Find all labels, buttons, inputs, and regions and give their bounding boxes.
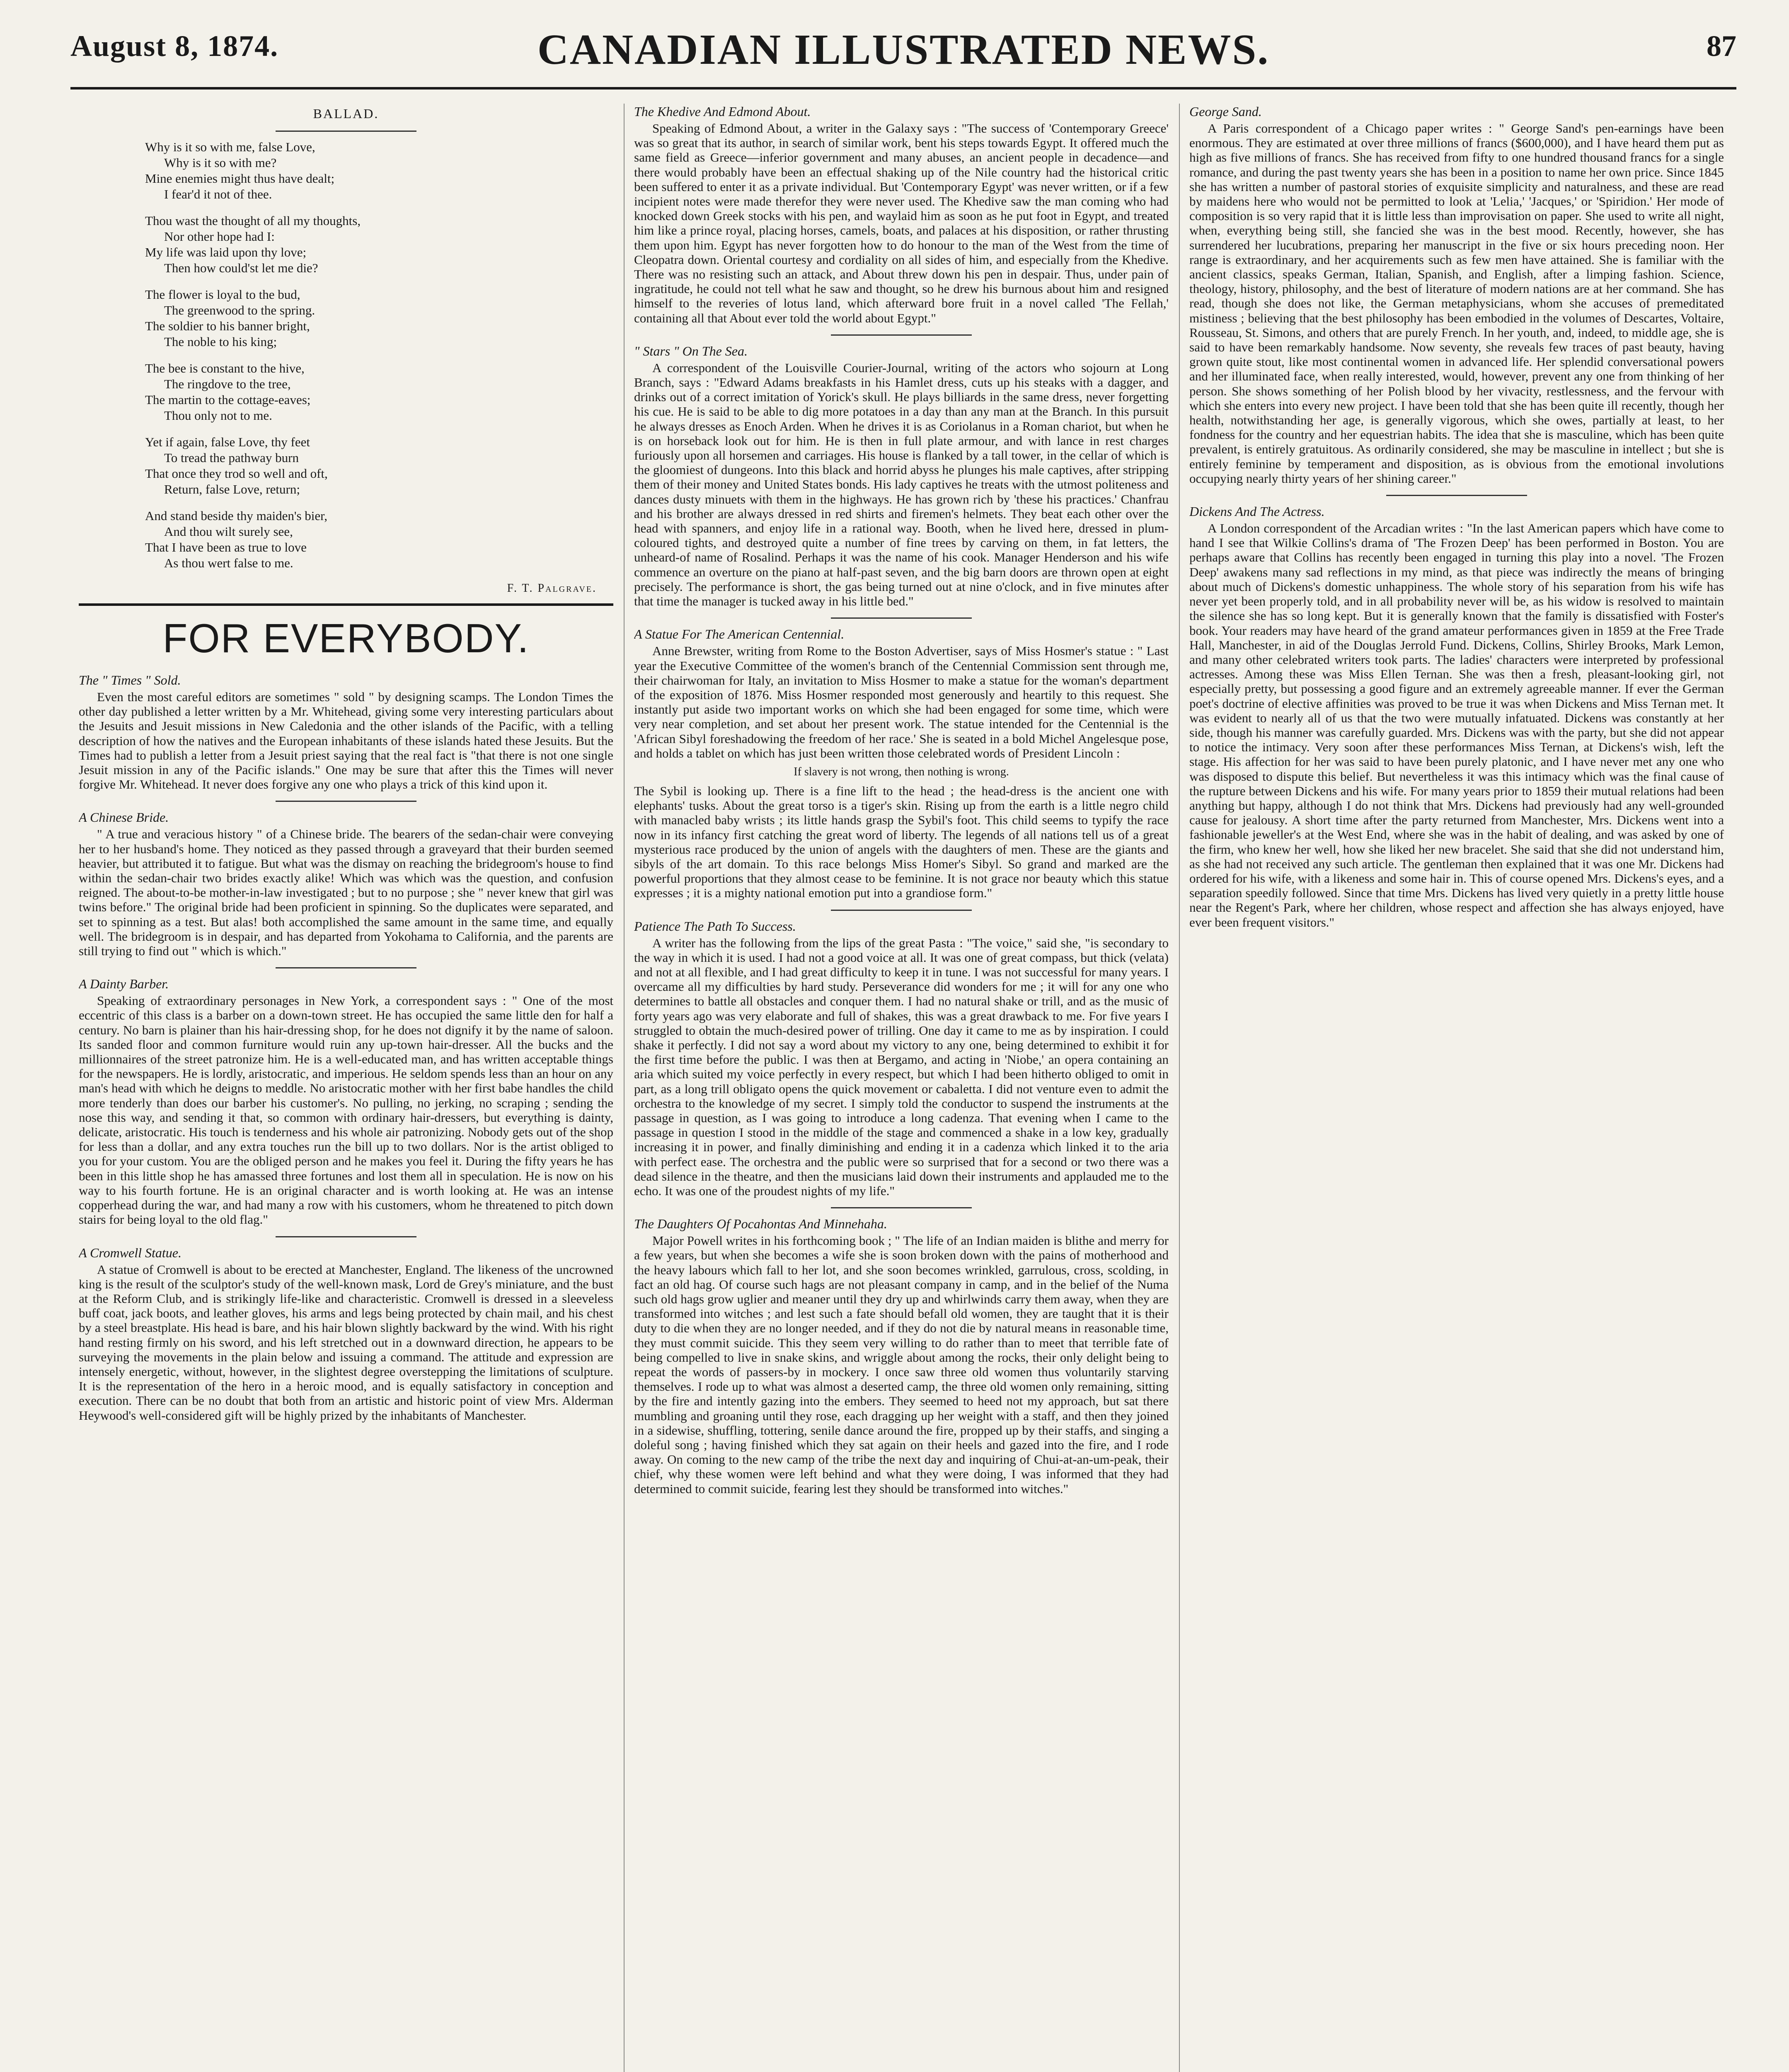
verse-line: Thou only not to me.	[164, 408, 272, 423]
verse-line: The ringdove to the tree,	[164, 377, 291, 391]
article-body: Speaking of extraordinary personages in New York, a correspondent says : " One of the most eccentric of this class is a barber on a down-town street. He has occupied the same little den for half a century. No barn is plainer than his hair-dressing shop, for he does not dignify it by the name of saloon. Its sanded floor and common furniture would ruin any up-town hair-dresser. All the bucks and the millionnaires of the street patronize him. He is a well-educated man, and has written acceptable things for the newspapers. He is lordly, aristocratic, and imperious. He seldom spends less than an hour on any man's head with which he deigns to meddle. No aristocratic mother with her first babe handles the child more tenderly than does our barber his customer's. No pulling, no jerking, no scraping ; sending the nose this way, and sending it that, so common with ordinary hair-dressers, but everything is dainty, delicate, aristocratic. His touch is tenderness and his whole air patronizing. Nobody gets out of the shop for less than a dollar, and any extra touches run the bill up to two dollars. Nor is the artist obliged to you for your custom. You are the obliged person and he makes you feel it. During the fifty years he has been in this little shop he has amassed three fortunes and lost them all in speculation. He is now on his way to his fourth fortune. He is an original character and is worth looking at. He was an intense copperhead during the war, and had many a row with his customers, whom he threatened to pitch down stairs for being loyal to the old flag."	[79, 993, 613, 1227]
article-body: The Sybil is looking up. There is a fine lift to the head ; the head-dress is the ancient one with elephants' tusks. About the great torso is a tiger's skin. Rising up from the earth is a little negro child with manacled baby wrists ; its little hands grasp the Sybil's foot. This child seems to typify the race now in its infancy first catching the great word of liberty. The legends of all nations tell us of a great mysterious race produced by the union of angels with the daughters of men. These are the giants and sibyls of the art domain. To this race belongs Miss Homer's Sibyl. So grand and marked are the powerful proportions that they almost cease to be feminine. It is not grace nor beauty which this statue expresses ; it is a mighty national emotion put into a grandiose form."	[634, 783, 1169, 900]
short-rule	[276, 967, 416, 968]
verse-line: The flower is loyal to the bud,	[145, 287, 300, 302]
verse-line: The greenwood to the spring.	[164, 303, 315, 317]
newspaper-title: CANADIAN ILLUSTRATED NEWS.	[537, 26, 1270, 73]
verse-line: Thou wast the thought of all my thoughts,	[145, 213, 361, 228]
article-body: A Paris correspondent of a Chicago paper writes : " George Sand's pen-earnings have been enormous. They are estimated at over three millions of francs ($600,000), and I have heard them put as high as five millions of francs. She has received from fifty to one hundred thousand francs for a single romance, and during the past twenty years she has been in a position to name her own price. Since 1845 she has written a number of pastoral stories of exquisite simplicity and naturalness, and these are read by maidens here who would not be permitted to look at 'Lelia,' 'Jacques,' or 'Spiridion.' Her mode of composition is so very rapid that it is little less than improvisation on paper. She used to write all night, when, everything being still, she fancied she was in the best mood. Recently, however, she has surrendered her lucubrations, preparing her manuscript in the five or six hours preceding noon. Her range is extraordinary, and her acquirements such as few men have attained. She is familiar with the ancient classics, speaks German, Italian, Spanish, and English, after a limping fashion. Science, theology, history, philosophy, and the best of literature of modern nations are at her command. She has read, though she does not like, the German metaphysicians, whom she accuses of premeditated mistiness ; believing that the best philosophy has been embodied in the volumes of Descartes, Voltaire, Rousseau, St. Simons, and others that are purely French. In her youth, and, indeed, to middle age, she is said to have been remarkably handsome. Now seventy, she reveals few traces of past beauty, having grown quite stout, like most continental women in advanced life. Her splendid conversational powers and her illuminated face, when really interested, would, however, prevent any one from thinking of her person. She shows something of her Polish blood by her vivacity, restlessness, and the fervour with which she enters into every new project. I have been told that she has been quite ill recently, though her health, notwithstanding her age, is generally vigorous, which she owes, partially at least, to her fondness for the country and her equestrian habits. The idea that she is masculine, which has been quite prevalent, is entirely gratuitous. As ordinarily considered, she may be masculine in intellect ; but she is entirely feminine by temperament and disposition, as is obvious from the emotional involutions occupying nearly thirty years of her shining career."	[1189, 121, 1724, 486]
short-rule	[276, 801, 416, 802]
verse-line: And thou wilt surely see,	[164, 524, 293, 539]
column-divider	[624, 104, 625, 2072]
article-heading: Dickens And The Actress.	[1189, 504, 1325, 519]
stanza	[145, 213, 613, 276]
article-body: Speaking of Edmond About, a writer in the Galaxy says : "The success of 'Contemporary Greece' was so great that its author, in search of similar work, bent his steps towards Egypt. It offered much the same field as Greece—inferior government and many abuses, an ancient people in decadence—and there would probably have been an effectual shaking up of the Nile country had the historical critic been suffered to enter it as a private individual. But 'Contemporary Egypt' was never written, or if a few incipient notes were made therefor they were never used. The Khedive saw the man coming who had knocked down Greek stocks with his pen, and waylaid him as soon as he put foot in Egypt, and treated him like a prince royal, placing horses, camels, boats, and palaces at his disposition, or rather thrusting them upon him. Egypt has never forgotten how to do honour to the man of the West from the time of Cleopatra down. Oriental courtesy and cordiality on all sides of him, and especially from the Khedive. There was no resisting such an attack, and About threw down his pen in despair. Thus, under pain of ingratitude, he could not tell what he saw and thought, so he drew his burnous about him and resigned himself to the reveries of lotus land, which afterward bore fruit in a novel called 'The Fellah,' containing all that About ever told the world about Egypt."	[634, 121, 1169, 325]
article-heading: A Cromwell Statue.	[79, 1245, 182, 1260]
verse-line: The bee is constant to the hive,	[145, 361, 305, 375]
verse-line: Nor other hope had I:	[164, 229, 275, 244]
article-body: A London correspondent of the Arcadian writes : "In the last American papers which have come to hand I see that Wilkie Collins's drama of 'The Frozen Deep' has been performed in Boston. You are perhaps aware that Collins has recently been engaged in turning this play into a novel. 'The Frozen Deep' awakens many sad reflections in my mind, as that piece was indirectly the means of bringing about much of Dickens's domestic unhappiness. The whole story of his separation from his wife has never yet been properly told, and in all probability never will be, as his widow is resolved to maintain the silence she has so long kept. But it is generally known that the family is dissatisfied with Foster's book. Your readers may have heard of the grand amateur performances given in 1859 at the Free Trade Hall, Manchester, in aid of the Douglas Jerrold Fund. Dickens, Collins, Shirley Brooks, Mark Lemon, and many other celebrated writers took parts. The ladies' characters were interpreted by professional actresses. Among these was Miss Ellen Ternan. She was then a fresh, pleasant-looking girl, not especially pretty, but possessing a good figure and an extremely agreeable manner. If ever the German poet's doctrine of elective affinities was proved to be true it was when Dickens and Miss Ternan met. It was evident to nearly all of us that the two were mutually infatuated. Dickens was constantly at her side, though his manner was carefully guarded. Mrs. Dickens was with the party, but she did not appear to notice the intimacy. Very soon after these performances Miss Ternan, at Dickens's wish, left the stage. His affection for her was said to have been purely platonic, and I have never met any one who was disposed to dispute this belief. But nevertheless it was this intimacy which was the final cause of the rupture between Dickens and his wife. For many years prior to 1859 their mutual relations had been anything but happy, although I do not think that Mrs. Dickens had previously had any well-grounded cause for jealousy. A short time after the party returned from Manchester, Mrs. Dickens went into a fashionable jeweller's at the West End, where she was in the habit of dealing, and was asked by one of the firm, who knew her well, how she liked her new bracelet. She said that she did not understand him, as she had not received any such article. The gentleman then explained that it was one Mr. Dickens had ordered for his wife, with a likeness and some hair in. This of course opened Mrs. Dickens's eyes, and a separation speedily followed. Since that time Mrs. Dickens has lived very quietly in a pretty little house near the Regent's Park, where her children, whose respect and affection she has always enjoyed, have ever been frequent visitors."	[1189, 521, 1724, 929]
article-body: A writer has the following from the lips of the great Pasta : "The voice," said she, "is secondary to the way in which it is used. I had not a good voice at all. It was one of great compass, but thick (velata) and not at all flexible, and I had great difficulty to keep it in tune. I was not successful for many years. I overcame all my difficulties by hard study. Perseverance did wonders for me ; it will for any one who determines to battle all obstacles and conquer them. I had no natural shake or trill, and as the music of forty years ago was very elaborate and full of shakes, this was a great drawback to me. For five years I struggled to obtain the much-desired power of trilling. One day it came to me as by inspiration. I could shake it perfectly. I did not say a word about my victory to any one, being determined to exhibit it for the first time before the public. I was then at Bergamo, and acting in 'Niobe,' an opera containing an aria which suited my voice perfectly in every respect, but which I had been hitherto obliged to omit in part, as a long trill obligato opens the quick movement or cabaletta. I did not venture even to admit the orchestra to the knowledge of my secret. I simply told the conductor to suspend the instruments at the passage in question, as I was going to introduce a long cadenza. That evening when I came to the passage in question I stood in the middle of the stage and commenced a shake in a low key, gradually increasing it in power, and finally diminishing and ending it in a cadenza which linked it to the aria with perfect ease. The orchestra and the public were so surprised that for a second or two there was a dead silence in the theatre, and then the musicians laid down their instruments and applauded me to the echo. It was one of the proudest nights of my life."	[634, 935, 1169, 1198]
issue-date: August 8, 1874.	[70, 29, 279, 63]
article-heading: The Daughters Of Pocahontas And Minnehaha.	[634, 1216, 887, 1232]
article-heading: A Chinese Bride.	[79, 810, 169, 825]
ballad-poem	[79, 139, 613, 571]
verse-line: Mine enemies might thus have dealt;	[145, 171, 335, 186]
verse-line: That once they trod so well and oft,	[145, 466, 328, 481]
verse-line: Then how could'st let me die?	[164, 261, 318, 275]
column-1	[79, 104, 613, 2072]
section-title: FOR EVERYBODY.	[162, 615, 530, 661]
verse-line: The martin to the cottage-eaves;	[145, 392, 311, 407]
article-heading: The " Times " Sold.	[79, 673, 181, 687]
verse-line: Return, false Love, return;	[164, 482, 300, 496]
verse-line: The noble to his king;	[164, 334, 277, 349]
article-heading: The Khedive And Edmond About.	[634, 104, 811, 119]
article-body: Even the most careful editors are sometimes " sold " by designing scamps. The London Times the other day published a letter written by a Mr. Whitehead, giving some very interesting particulars about the Jesuits and Jesuit missions in New Caledonia and the other islands of the Pacific, with a telling description of how the natives and the European inhabitants of these islands hated these Jesuits. But the Times had to publish a letter from a Jesuit priest saying that the real fact is "that there is not one single Jesuit mission in any of the Pacific islands." One may be sure that after this the Times will never forgive Mr. Whitehead. It never does forgive any one who plays a trick of this kind upon it.	[79, 690, 613, 792]
masthead	[70, 25, 1736, 90]
verse-line: Why is it so with me, false Love,	[145, 140, 315, 154]
verse-line: To tread the pathway burn	[164, 450, 299, 465]
ballad-title: BALLAD.	[313, 106, 379, 121]
verse-line: My life was laid upon thy love;	[145, 245, 307, 259]
short-rule	[831, 617, 972, 619]
poem-author: F. T. Palgrave.	[507, 582, 597, 595]
short-rule	[831, 1207, 972, 1208]
verse-line: That I have been as true to love	[145, 540, 307, 554]
page-number: 87	[1707, 29, 1736, 63]
lincoln-quote: If slavery is not wrong, then nothing is wrong.	[794, 765, 1009, 778]
stanza	[145, 287, 613, 350]
article-heading: Patience The Path To Success.	[634, 918, 796, 934]
verse-line: As thou wert false to me.	[164, 556, 293, 570]
verse-line: I fear'd it not of thee.	[164, 187, 272, 201]
verse-line: Why is it so with me?	[164, 155, 277, 170]
article-heading: A Statue For The American Centennial.	[634, 627, 845, 642]
article-body: A correspondent of the Louisville Courier-Journal, writing of the actors who sojourn at Long Branch, says : "Edward Adams breakfasts in his Hamlet dress, cuts up his steaks with a dagger, and drinks out of a correct imitation of Yorick's skull. He plays billiards in the same dress, never forgetting his cue. He is said to be able to dig more potatoes in a day than any man at the Branch. In this pursuit he always dresses as Enoch Arden. When he drives it is as Coriolanus in a Roman chariot, but when he is on horseback look out for him. He is then in full plate armour, and with lance in rest charges furiously upon all horsemen and carriages. His house is flanked by a tall tower, in the cellar of which is the gloomiest of dungeons. Into this black and horrid abyss he plunges his male captives, after stripping them of their money and United States bonds. His lady captives he treats with the utmost politeness and dances dusty minuets with them in the highways. He has grown rich by 'these his practices.' Chanfrau and his brother are always dressed in red shirts and firemen's helmets. They beat each other over the head with spanners, and enjoy life in a rational way. Booth, when he lived here, dressed in plum-coloured tights, and destroyed quite a number of fine trees by carving on them, in fat letters, the unheard-of name of Rosalind. Perhaps it was the name of his cook. Manager Henderson and his wife commence an overture on the piano at half-past seven, and the big barn doors are thrown open at eight precisely. The performance is short, the gas being turned out at nine o'clock, and in five minutes after that time the manager is tucked away in his little bed."	[634, 360, 1169, 609]
article-heading: " Stars " On The Sea.	[634, 343, 748, 358]
column-divider	[1179, 104, 1180, 2072]
verse-line: Yet if again, false Love, thy feet	[145, 435, 310, 449]
short-rule	[276, 131, 416, 132]
article-heading: George Sand.	[1189, 104, 1262, 119]
verse-line: The soldier to his banner bright,	[145, 319, 310, 333]
article-heading: A Dainty Barber.	[79, 976, 169, 992]
short-rule	[276, 1236, 416, 1237]
verse-line: And stand beside thy maiden's bier,	[145, 508, 327, 523]
article-body: Major Powell writes in his forthcoming book ; " The life of an Indian maiden is blithe and merry for a few years, but when she becomes a wife she is soon broken down with the pains of motherhood and the heavy labours which fall to her lot, and she soon becomes wrinkled, garrulous, cross, scolding, in fact an old hag. Of course such hags are not pleasant company in camp, and in the belief of the Numa such old hags grow uglier and meaner until they dry up and whirlwinds carry them away, when they are transformed into witches ; and lest such a fate should befall old women, they are taught that it is their duty to die when they are no longer needed, and if they do not die by natural means in reasonable time, they must commit suicide. This they seem very willing to do rather than to meet that terrible fate of being compelled to live in snake skins, and wriggle about among the rocks, their only delight being to repeat the words of passers-by in mockery. I once saw three old women thus voluntarily starving themselves. I rode up to what was almost a deserted camp, the three old women only remaining, sitting by the fire and intently gazing into the embers. They seemed to heed not my approach, but sat there mumbling and groaning until they rose, each dragging up her weight with a staff, and then they joined in a sidewise, shuffling, tottering, senile dance around the fire, propped up by their staffs, and singing a doleful song ; having finished which they sat again on their heels and gazed into the fire, and I rode away. On coming to the new camp of the tribe the next day and inquiring of Chui-at-an-um-peak, their chief, why these women were left behind and what they were doing, I was informed that they had determined to commit suicide, fearing lest they should be transformed into witches."	[634, 1233, 1169, 1496]
column-3	[1189, 104, 1724, 2072]
stanza	[145, 361, 613, 424]
column-2	[634, 104, 1169, 2072]
article-body: Anne Brewster, writing from Rome to the Boston Advertiser, says of Miss Hosmer's statue : " Last year the Executive Committee of the women's branch of the Centennial Commission sent through me, their chairwoman for Italy, an invitation to Miss Hosmer to make a statue for the woman's department of the exposition of 1876. Miss Hosmer responded most generously and heartily to this request. She instantly put aside two important works on which she had been engaged for some time, which were very near completion, and set about her present work. The statue intended for the Centennial is the 'African Sibyl foreshadowing the freedom of her race.' She is seated in a bold Michel Angelesque pose, and holds a tablet on which has just been written those celebrated words of President Lincoln :	[634, 644, 1169, 760]
stanza	[145, 434, 613, 497]
short-rule	[831, 910, 972, 911]
article-body: " A true and veracious history " of a Chinese bride. The bearers of the sedan-chair were conveying her to her husband's home. They noticed as they passed through a graveyard that their burden seemed heavier, but attributed it to fatigue. But what was the dismay on reaching the bridegroom's house to find within the sedan-chair two brides exactly alike! Which was which was the question, and confusion reigned. The about-to-be mother-in-law investigated ; but to no purpose ; she " never knew that girl was twins before." The original bride had been proficient in spinning. So the duplicates were separated, and set to spinning as a test. But alas! both accomplished the same amount in the same time, and equally well. The bridegroom is in despair, and has departed from Yokohama to California, and the parents are still trying to find out " which is which."	[79, 827, 613, 959]
short-rule	[831, 334, 972, 336]
short-rule	[1386, 495, 1527, 496]
section-rule	[79, 603, 613, 606]
article-body: A statue of Cromwell is about to be erected at Manchester, England. The likeness of the uncrowned king is the result of the sculptor's study of the well-known mask, Lord de Grey's miniature, and the bust at the Reform Club, and is strikingly life-like and characteristic. Cromwell is dressed in a sleeveless buff coat, jack boots, and leather gloves, his arms and legs being protected by chain mail, and his chest by a steel breastplate. His head is bare, and his hair blown slightly backward by the wind. With his right hand resting firmly on his sword, and his left stretched out in a downward direction, he appears to be surveying the movements in the plain below and issuing a command. The attitude and expression are intensely energetic, without, however, in the slightest degree overstepping the limitations of sculpture. It is the representation of the hero in a heroic mood, and is equally satisfactory in conception and execution. There can be no doubt that both from an artistic and historic point of view Mrs. Alderman Heywood's well-considered gift will be highly prized by the inhabitants of Manchester.	[79, 1262, 613, 1423]
stanza	[145, 139, 613, 202]
stanza	[145, 508, 613, 571]
